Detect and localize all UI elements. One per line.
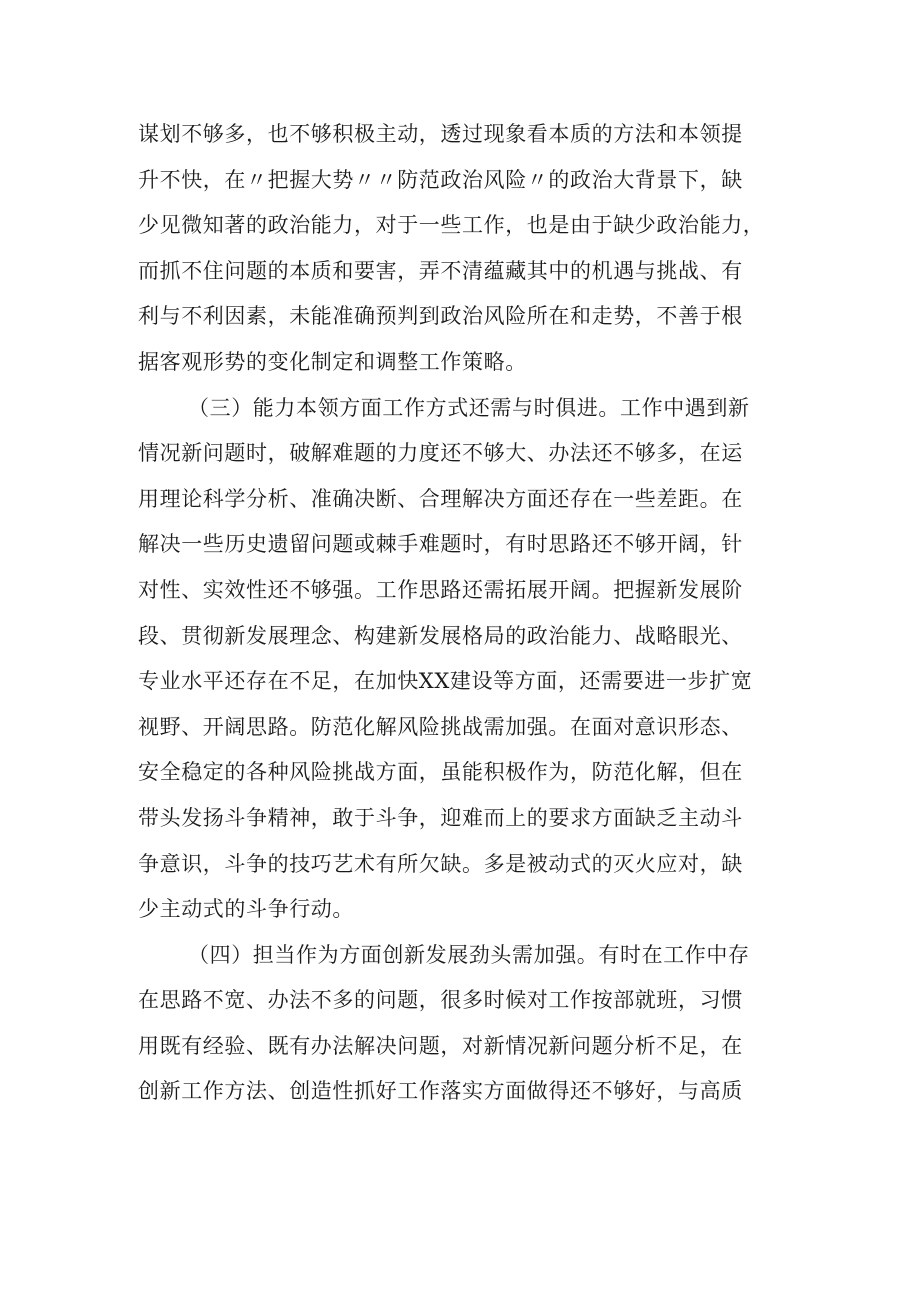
text-line: 情况新问题时，破解难题的力度还不够大、办法还不够多，在运 [138, 441, 743, 466]
text-line: 段、贯彻新发展理念、构建新发展格局的政治能力、战略眼光、 [138, 623, 743, 648]
text-line: 争意识，斗争的技巧艺术有所欠缺。多是被动式的灭火应对，缺 [138, 851, 743, 876]
text-line: 少见微知著的政治能力，对于一些工作，也是由于缺少政治能力， [138, 213, 765, 238]
text-line: 少主动式的斗争行动。 [138, 897, 354, 922]
text-line: 带头发扬斗争精神，敢于斗争，迎难而上的要求方面缺乏主动斗 [138, 805, 743, 830]
section-heading-line: （三）能力本领方面工作方式还需与时俱进。工作中遇到新 [188, 395, 750, 420]
section-heading-line: （四）担当作为方面创新发展劲头需加强。有时在工作中存 [188, 942, 750, 967]
text-line: 视野、开阔思路。防范化解风险挑战需加强。在面对意识形态、 [138, 714, 743, 739]
text-line: 用既有经验、既有办法解决问题，对新情况新问题分析不足，在 [138, 1033, 743, 1058]
text-line: 据客观形势的变化制定和调整工作策略。 [138, 349, 527, 374]
text-line: 利与不利因素，未能准确预判到政治风险所在和走势，不善于根 [138, 304, 743, 329]
text-line: 而抓不住问题的本质和要害，弄不清蕴藏其中的机遇与挑战、有 [138, 258, 743, 283]
text-line: 专业水平还存在不足，在加快XX建设等方面，还需要进一步扩宽 [138, 669, 753, 694]
text-line: 在思路不宽、办法不多的问题，很多时候对工作按部就班，习惯 [138, 988, 743, 1013]
document-body [138, 112, 798, 1115]
text-line: 安全稳定的各种风险挑战方面，虽能积极作为，防范化解，但在 [138, 760, 743, 785]
text-line: 解决一些历史遗留问题或棘手难题时，有时思路还不够开阔，针 [138, 532, 743, 557]
text-line: 用理论科学分析、准确决断、合理解决方面还存在一些差距。在 [138, 486, 743, 511]
text-line: 创新工作方法、创造性抓好工作落实方面做得还不够好，与高质 [138, 1079, 743, 1104]
text-line: 对性、实效性还不够强。工作思路还需拓展开阔。把握新发展阶 [138, 577, 743, 602]
text-line: 谋划不够多，也不够积极主动，透过现象看本质的方法和本领提 [138, 122, 743, 146]
text-line: 升不快，在〃把握大势〃〃防范政治风险〃的政治大背景下，缺 [138, 167, 743, 192]
